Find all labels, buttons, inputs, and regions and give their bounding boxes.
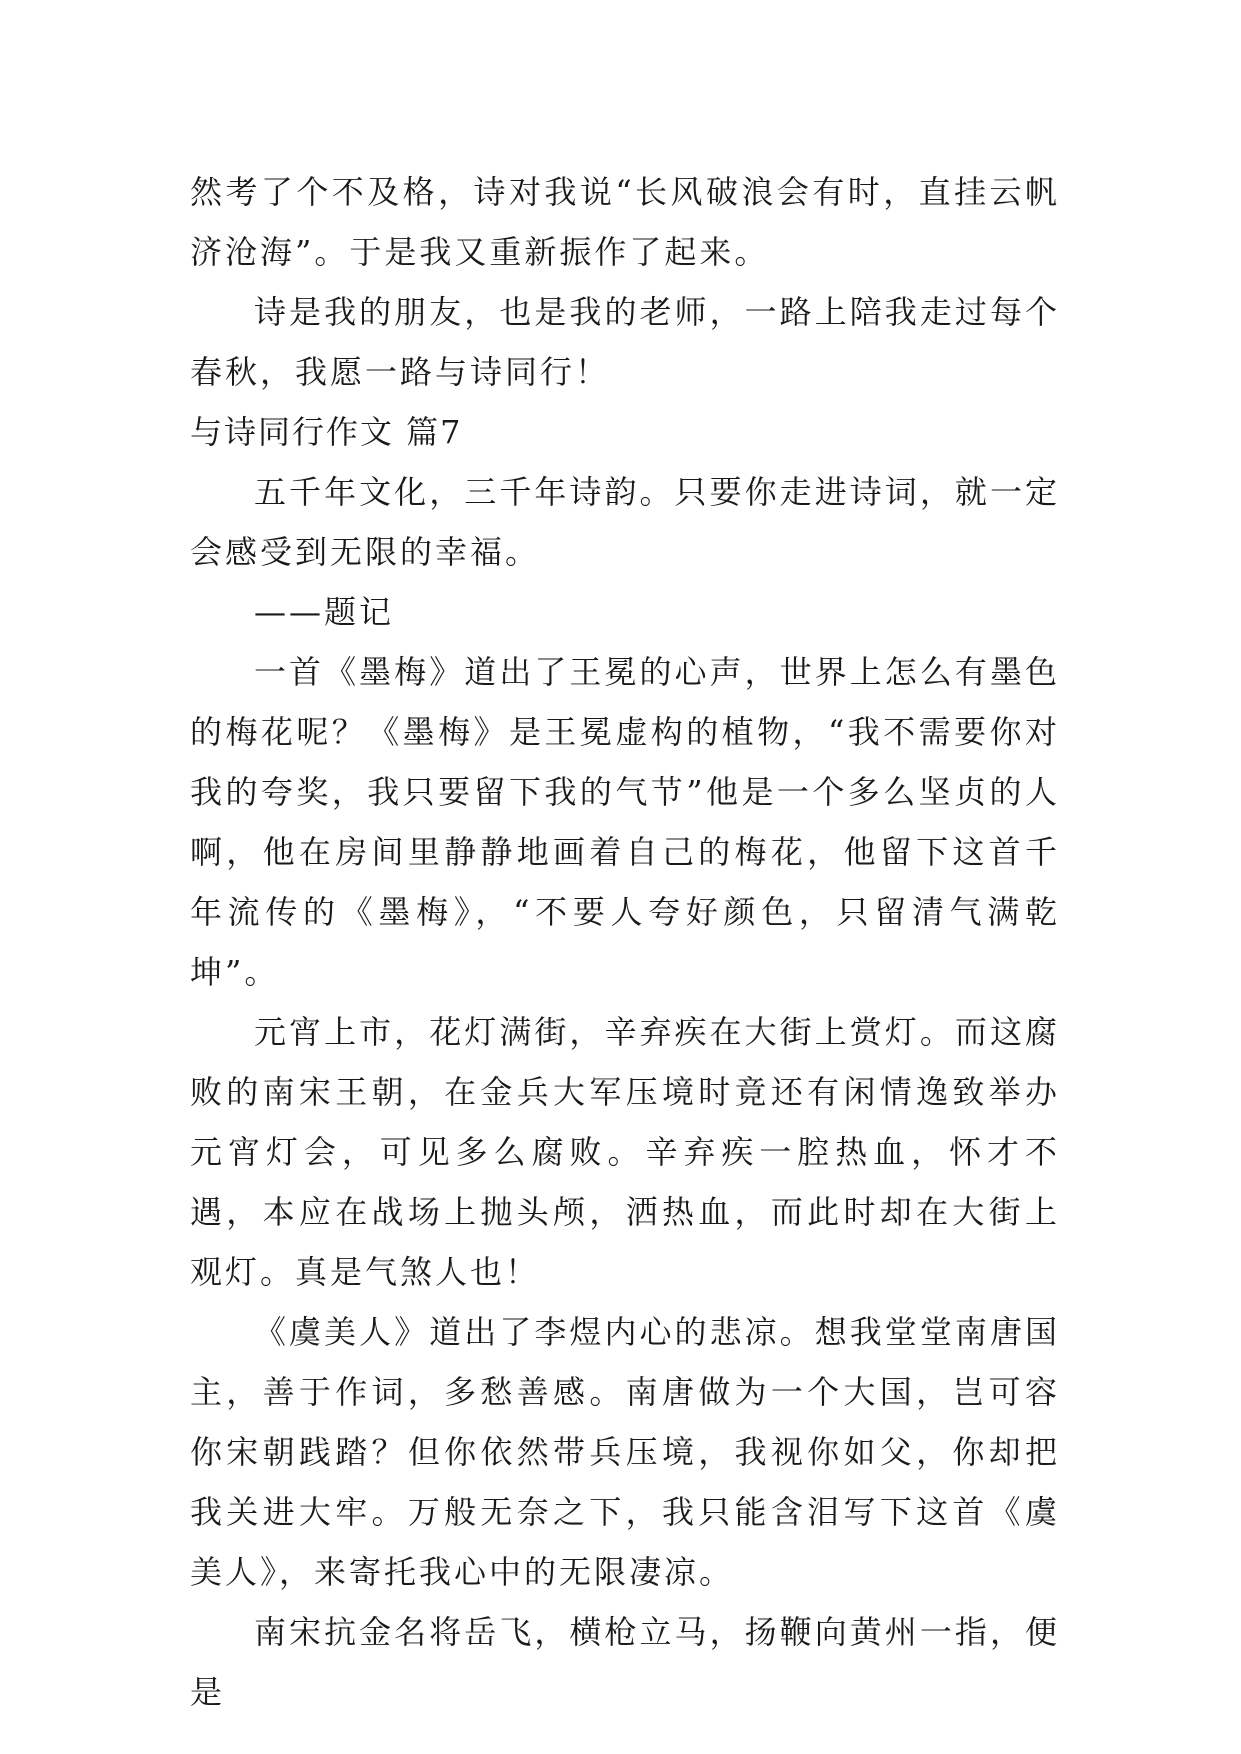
paragraph: 一首《墨梅》道出了王冕的心声，世界上怎么有墨色的梅花呢？《墨梅》是王冕虚构的植物，“我不需要你对我的夸奖，我只要留下我的气节”他是一个多么坚贞的人啊，他在房间里静静地画着自己的梅花，他留下这首千年流传的《墨梅》，“不要人夸好颜色，只留清气满乾坤”。 bbox=[190, 653, 1060, 991]
paragraph: 南宋抗金名将岳飞，横枪立马，扬鞭向黄州一指，便是 bbox=[190, 1613, 1060, 1711]
section-heading: 与诗同行作文 篇7 bbox=[190, 413, 463, 451]
paragraph: 五千年文化，三千年诗韵。只要你走进诗词，就一定会感受到无限的幸福。 bbox=[190, 473, 1060, 571]
paragraph: 元宵上市，花灯满街，辛弃疾在大街上赏灯。而这腐败的南宋王朝，在金兵大军压境时竟还有闲情逸致举办元宵灯会，可见多么腐败。辛弃疾一腔热血，怀才不遇，本应在战场上抛头颅，洒热血，而此时却在大街上观灯。真是气煞人也！ bbox=[190, 1013, 1060, 1291]
paragraph: 《虞美人》道出了李煜内心的悲凉。想我堂堂南唐国主，善于作词，多愁善感。南唐做为一个大国，岂可容你宋朝践踏？但你依然带兵压境，我视你如父，你却把我关进大牢。万般无奈之下，我只能含泪写下这首《虞美人》，来寄托我心中的无限凄凉。 bbox=[190, 1313, 1060, 1591]
paragraph: 诗是我的朋友，也是我的老师，一路上陪我走过每个春秋，我愿一路与诗同行！ bbox=[190, 293, 1060, 391]
epigraph-attribution: ——题记 bbox=[254, 593, 395, 631]
document-body bbox=[190, 162, 1060, 1722]
paragraph-continuation: 然考了个不及格，诗对我说“长风破浪会有时，直挂云帆济沧海”。于是我又重新振作了起来。 bbox=[190, 173, 1060, 271]
